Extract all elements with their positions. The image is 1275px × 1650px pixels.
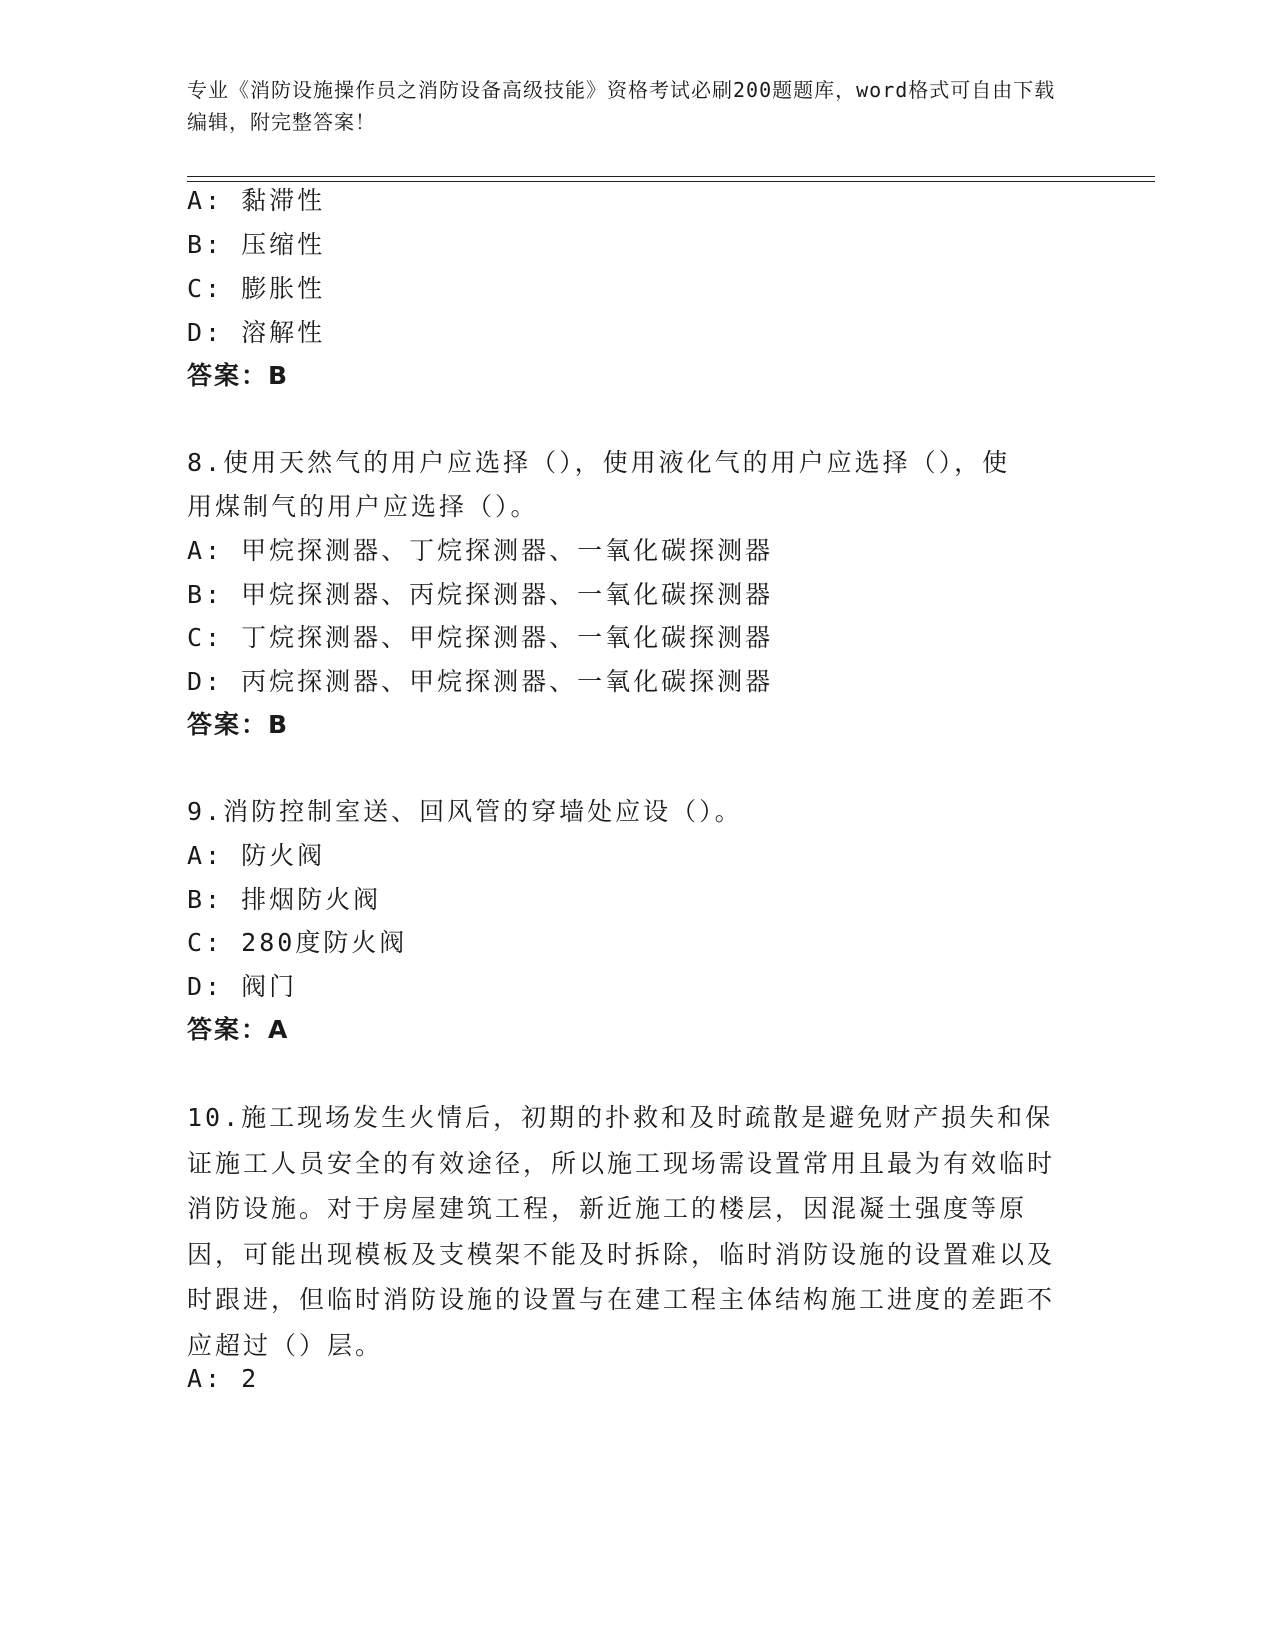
q10-option-a: A: 2 bbox=[187, 1364, 260, 1393]
q8-option-d: D: 丙烷探测器、甲烷探测器、一氧化碳探测器 bbox=[187, 667, 774, 696]
q7-option-a: A: 黏滞性 bbox=[187, 186, 326, 215]
q9-stem: 9.消防控制室送、回风管的穿墙处应设（）。 bbox=[187, 797, 743, 826]
q8-stem-line-1: 8.使用天然气的用户应选择（），使用液化气的用户应选择（），使 bbox=[187, 448, 1011, 477]
header-divider-top bbox=[187, 176, 1155, 177]
q9-option-c: C: 280度防火阀 bbox=[187, 928, 408, 957]
q9-option-d: D: 阀门 bbox=[187, 972, 298, 1001]
q9-option-a: A: 防火阀 bbox=[187, 841, 326, 870]
header-divider-bottom bbox=[187, 181, 1155, 182]
q7-option-c: C: 膨胀性 bbox=[187, 274, 326, 303]
q8-stem-line-2: 用煤制气的用户应选择（）。 bbox=[187, 492, 539, 521]
q7-option-d: D: 溶解性 bbox=[187, 318, 326, 347]
q9-option-b: B: 排烟防火阀 bbox=[187, 885, 382, 914]
q8-answer: 答案：B bbox=[187, 710, 290, 739]
q8-option-c: C: 丁烷探测器、甲烷探测器、一氧化碳探测器 bbox=[187, 623, 774, 652]
q7-option-b: B: 压缩性 bbox=[187, 230, 326, 259]
q8-option-b: B: 甲烷探测器、丙烷探测器、一氧化碳探测器 bbox=[187, 580, 774, 609]
document-header-note: 专业《消防设施操作员之消防设备高级技能》资格考试必刷200题题库，word格式可自由下载编辑，附完整答案！ bbox=[187, 78, 1056, 134]
q9-answer: 答案：A bbox=[187, 1015, 290, 1044]
q10-stem: 10.施工现场发生火情后，初期的扑救和及时疏散是避免财产损失和保证施工人员安全的有效途径，所以施工现场需设置常用且最为有效临时消防设施。对于房屋建筑工程，新近施工的楼层，因混凝土强度等原因，可能出现模板及支模架不能及时拆除，临时消防设施的设置难以及时跟进，但临时消防设施的设置与在建工程主体结构施工进度的差距不应超过（）层。 bbox=[187, 1103, 1056, 1360]
q8-option-a: A: 甲烷探测器、丁烷探测器、一氧化碳探测器 bbox=[187, 536, 774, 565]
q7-answer: 答案：B bbox=[187, 361, 290, 390]
